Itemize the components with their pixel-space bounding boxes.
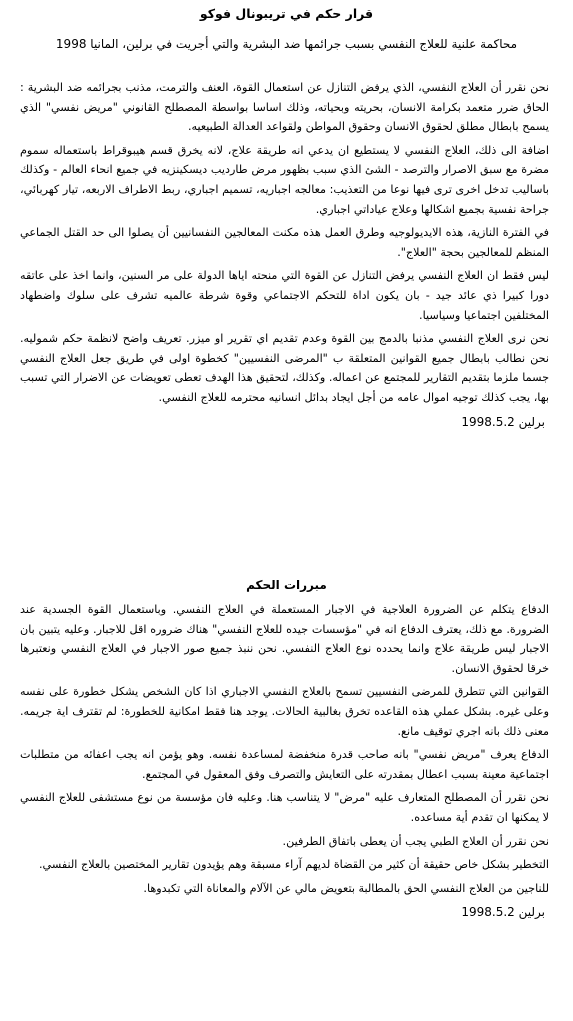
- reasons-section: [20, 600, 549, 922]
- reasons-paragraph-4: نحن نقرر أن المصطلح المتعارف عليه "مرض" لا يتناسب هنا. وعليه فان مؤسسة من نوع مستشفى للعلاج النفسي لا يمكنها ان تقدم أية مساعده.: [20, 791, 549, 824]
- reasons-heading: مبررات الحكم: [246, 578, 327, 592]
- reasons-paragraph-5: نحن نقرر أن العلاج الطبي يجب أن يعطى باتفاق الطرفين.: [282, 834, 549, 848]
- reasons-paragraph-3: الدفاع يعرف "مريض نفسي" بانه صاحب قدرة منخفضة لمساعدة نفسه. وهو يؤمن انه يجب اعفائه من متطلبات اجتماعية معينة بسبب اعطال بمقدرته على التعايش والتصرف وفق المعقول في المجتمع.: [20, 748, 549, 781]
- verdict-signature: برلين 1998.5.2: [461, 414, 545, 429]
- document-title: قرار حكم في تريبونال فوكو: [199, 6, 374, 21]
- reasons-paragraph-6: التخطير بشكل خاص حقيقة أن كثير من القضاة لديهم آراء مسبقة وهم يؤيدون تقارير المختصين بالعلاج النفسي.: [39, 858, 549, 872]
- verdict-paragraph-2: اضافة الى ذلك، العلاج النفسي لا يستطيع ان يدعي انه طريقة علاج، لانه يخرق قسم هيبوقراط باستعماله سموم مضرة مع سبق الاصرار والترصد - الشئ الذي سبب بظهور مرض طارديب ديسكينزيه في جميع انحاء العالم - وكذلك باساليب تدخل اخرى ترى فيها نوعا من التعذيب: معالجه اجباريه، تسميم اجباري، ربط الاطراف الاربعه، تيار كهربائي، جراحة نفسية بجميع اشكالها وعلاج عياداتي اجباري.: [20, 143, 549, 216]
- reasons-paragraph-1: الدفاع يتكلم عن الضرورة العلاجية في الاجبار المستعملة في العلاج النفسي. وباستعمال القوة الجسدية عند الضرورة. مع ذلك، يعترف الدفاع انه في "مؤسسات جيده للعلاج النفسي" هناك ضروره اقل للاجبار. وعليه يتبين بان الاجبار ليس طريقة علاج وانما يحدده نوع العلاج النفسي. نحن ننبذ جميع صور الاجبار في العلاج النفسي ونعتبرها خرقا لحقوق الانسان.: [20, 603, 549, 675]
- verdict-paragraph-1: نحن نقرر أن العلاج النفسي، الذي يرفض التنازل عن استعمال القوة، العنف والترمت، مذنب بجرائمه ضد البشرية : الحاق ضرر متعمد بكرامة الانسان، بحريته وبحياته، وذلك اساسا بواسطة المصطلح القانوني "مريض نفسي" الذي يسمح بابطال مطلق لحقوق الانسان وحقوق المواطن ولقواعد العدالة الطبيعيه.: [20, 81, 549, 134]
- verdict-section: [20, 78, 549, 432]
- reasons-paragraph-2: القوانين التي تتطرق للمرضى النفسيين تسمح بالعلاج النفسي الاجباري اذا كان الشخص يشكل خطورة على نفسه وعلى غيره. بشكل عملي هذه القاعده تخرق بغالبية الحالات. يوجد هنا فقط امكانية للخطورة: لم تقترف اية جريمه. معنى ذلك بانه اجري توقيف مانع.: [20, 685, 549, 738]
- reasons-signature: برلين 1998.5.2: [461, 905, 545, 920]
- verdict-paragraph-5: نحن نرى العلاج النفسي مذنبا بالدمج بين القوة وعدم تقديم اي تقرير او ميزر. تعريف واضح لانظمة حكم شموليه. نحن نطالب بابطال جميع القوانين المتعلقة ب "المرضى النفسيين" كخطوة اولى في طريق جعل العلاج النفسي جسما ملزما بتقديم التقارير للمجتمع عن اعماله. وكذلك، لتحقيق هذا الهدف تعطى تعويضات عن الاضرار التي تسبب بها، يجب كذلك توجيه اموال عامه من أجل ايجاد بدائل انسانيه محترمه للعلاج النفسي.: [20, 332, 549, 404]
- document-subtitle: محاكمة علنية للعلاج النفسي بسبب جرائمها ضد البشرية والتي أجريت في برلين، المانيا 1998: [55, 37, 518, 51]
- reasons-paragraph-7: للناجين من العلاج النفسي الحق بالمطالبة بتعويض مالي عن الآلام والمعاناة التي تكبدوها.: [143, 881, 549, 895]
- verdict-paragraph-3: في الفترة النازية، هذه الايديولوجيه وطرق العمل هذه مكنت المعالجين النفسانيين أن يصلوا الى حد القتل الجماعي المنظم للمعالجين بحجة "العلاج".: [20, 226, 549, 259]
- verdict-paragraph-4: ليس فقط ان العلاج النفسي يرفض التنازل عن القوة التي منحته اياها الدولة على مر السنين، وانما اخذ على عاتقه دورا كبيرا ذي عائد جيد - بان يكون اداة للتحكم الاجتماعي وقوة شرطة عالميه تشرف على سلوك واضطهاد المختلفين اجتماعيا وسياسيا.: [20, 269, 549, 322]
